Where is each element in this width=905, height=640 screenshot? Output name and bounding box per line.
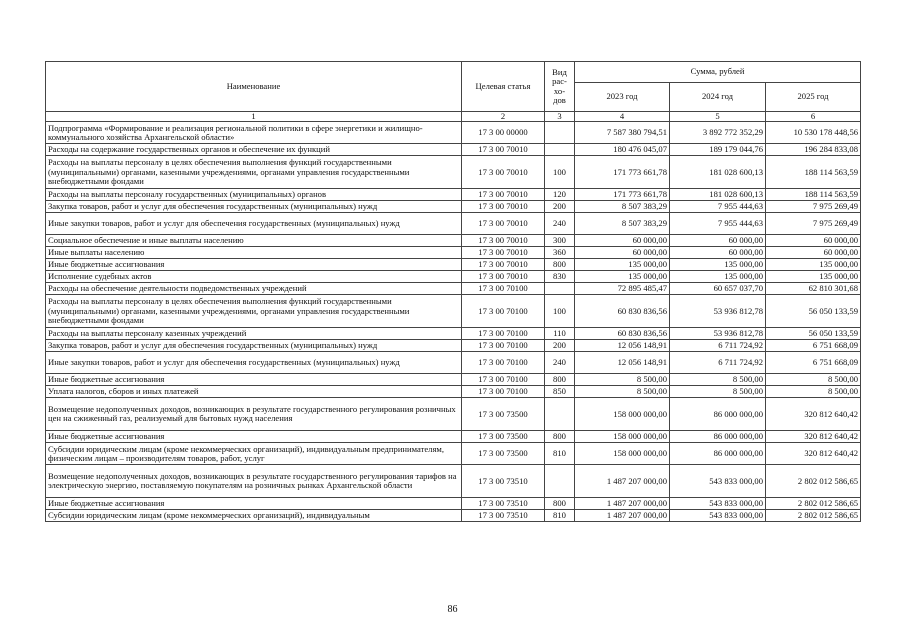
row-sum-2023-cell: 1 487 207 000,00 xyxy=(575,498,670,510)
row-sum-2025-cell: 2 802 012 586,65 xyxy=(766,498,861,510)
table-row xyxy=(46,189,861,201)
row-name-cell: Иные бюджетные ассигнования xyxy=(46,431,462,443)
row-expense-type-cell: 800 xyxy=(545,431,575,443)
row-sum-2024-cell: 8 500,00 xyxy=(670,374,766,386)
row-target-article-cell: 17 3 00 73510 xyxy=(462,498,545,510)
table-row xyxy=(46,340,861,352)
table-row xyxy=(46,431,861,443)
row-sum-2023-cell: 158 000 000,00 xyxy=(575,398,670,431)
row-target-article-cell: 17 3 00 73500 xyxy=(462,398,545,431)
row-sum-2024-cell: 189 179 044,76 xyxy=(670,144,766,156)
column-number: 4 xyxy=(575,112,670,122)
table-row xyxy=(46,510,861,522)
row-sum-2025-cell: 10 530 178 448,56 xyxy=(766,122,861,144)
row-sum-2023-cell: 135 000,00 xyxy=(575,259,670,271)
row-target-article-cell: 17 3 00 70100 xyxy=(462,340,545,352)
row-sum-2024-cell: 53 936 812,78 xyxy=(670,328,766,340)
row-name-cell: Субсидии юридическим лицам (кроме некоммерческих организаций), индивидуальным предпринимателям, физическим лицам – производителям товаров, работ, услуг xyxy=(46,443,462,465)
table-row xyxy=(46,374,861,386)
row-sum-2025-cell: 7 975 269,49 xyxy=(766,201,861,213)
row-target-article-cell: 17 3 00 70100 xyxy=(462,374,545,386)
row-sum-2023-cell: 1 487 207 000,00 xyxy=(575,465,670,498)
row-sum-2025-cell: 56 050 133,59 xyxy=(766,328,861,340)
header-year-2025: 2025 год xyxy=(766,83,861,112)
row-sum-2024-cell: 135 000,00 xyxy=(670,271,766,283)
row-expense-type-cell xyxy=(545,398,575,431)
table-row xyxy=(46,201,861,213)
row-target-article-cell: 17 3 00 70100 xyxy=(462,328,545,340)
row-name-cell: Расходы на содержание государственных органов и обеспечение их функций xyxy=(46,144,462,156)
row-target-article-cell: 17 3 00 70010 xyxy=(462,201,545,213)
row-sum-2024-cell: 53 936 812,78 xyxy=(670,295,766,328)
table-row xyxy=(46,122,861,144)
row-expense-type-cell: 810 xyxy=(545,510,575,522)
header-sum: Сумма, рублей xyxy=(575,62,861,83)
row-sum-2025-cell: 188 114 563,59 xyxy=(766,189,861,201)
row-sum-2024-cell: 543 833 000,00 xyxy=(670,510,766,522)
row-sum-2024-cell: 3 892 772 352,29 xyxy=(670,122,766,144)
row-target-article-cell: 17 3 00 70010 xyxy=(462,144,545,156)
row-sum-2024-cell: 60 000,00 xyxy=(670,235,766,247)
row-sum-2024-cell: 7 955 444,63 xyxy=(670,213,766,235)
row-target-article-cell: 17 3 00 70100 xyxy=(462,283,545,295)
row-name-cell: Иные выплаты населению xyxy=(46,247,462,259)
row-sum-2023-cell: 8 500,00 xyxy=(575,386,670,398)
header-expense-type xyxy=(545,62,575,112)
row-sum-2025-cell: 320 812 640,42 xyxy=(766,398,861,431)
row-sum-2024-cell: 8 500,00 xyxy=(670,386,766,398)
row-target-article-cell: 17 3 00 70010 xyxy=(462,213,545,235)
row-sum-2023-cell: 60 830 836,56 xyxy=(575,295,670,328)
header-year-2024: 2024 год xyxy=(670,83,766,112)
table-row xyxy=(46,144,861,156)
row-sum-2024-cell: 543 833 000,00 xyxy=(670,465,766,498)
row-target-article-cell: 17 3 00 70010 xyxy=(462,271,545,283)
row-sum-2024-cell: 181 028 600,13 xyxy=(670,189,766,201)
table-row xyxy=(46,259,861,271)
row-expense-type-cell: 810 xyxy=(545,443,575,465)
row-name-cell: Возмещение недополученных доходов, возникающих в результате государственного регулирования тарифов на электрическую энергию, поставляемую покупателям на розничных рынках Архангельской области xyxy=(46,465,462,498)
row-sum-2023-cell: 60 000,00 xyxy=(575,247,670,259)
table-row xyxy=(46,398,861,431)
row-sum-2023-cell: 180 476 045,07 xyxy=(575,144,670,156)
header-target-article: Целевая статья xyxy=(462,62,545,112)
row-sum-2024-cell: 543 833 000,00 xyxy=(670,498,766,510)
row-name-cell: Исполнение судебных актов xyxy=(46,271,462,283)
row-name-cell: Социальное обеспечение и иные выплаты населению xyxy=(46,235,462,247)
row-sum-2025-cell: 7 975 269,49 xyxy=(766,213,861,235)
row-expense-type-cell: 830 xyxy=(545,271,575,283)
table-row xyxy=(46,328,861,340)
row-name-cell: Иные закупки товаров, работ и услуг для обеспечения государственных (муниципальных) нужд xyxy=(46,352,462,374)
row-name-cell: Расходы на обеспечение деятельности подведомственных учреждений xyxy=(46,283,462,295)
row-sum-2023-cell: 60 000,00 xyxy=(575,235,670,247)
row-target-article-cell: 17 3 00 70010 xyxy=(462,247,545,259)
table-row xyxy=(46,465,861,498)
table-row xyxy=(46,247,861,259)
row-sum-2025-cell: 2 802 012 586,65 xyxy=(766,510,861,522)
row-name-cell: Расходы на выплаты персоналу государственных (муниципальных) органов xyxy=(46,189,462,201)
column-number: 6 xyxy=(766,112,861,122)
budget-table xyxy=(45,61,861,522)
table-row xyxy=(46,498,861,510)
row-sum-2025-cell: 320 812 640,42 xyxy=(766,443,861,465)
row-expense-type-cell: 200 xyxy=(545,340,575,352)
table-row xyxy=(46,386,861,398)
page-number: 86 xyxy=(447,604,458,615)
row-name-cell: Расходы на выплаты персоналу в целях обеспечения выполнения функций государственными (муниципальными) органами, казенными учреждениями, органами управления государственными внебюджетными фондами xyxy=(46,156,462,189)
row-sum-2025-cell: 60 000,00 xyxy=(766,235,861,247)
row-sum-2024-cell: 6 711 724,92 xyxy=(670,340,766,352)
row-target-article-cell: 17 3 00 73500 xyxy=(462,431,545,443)
table-row xyxy=(46,295,861,328)
row-sum-2023-cell: 12 056 148,91 xyxy=(575,340,670,352)
row-sum-2025-cell: 135 000,00 xyxy=(766,259,861,271)
row-expense-type-cell: 110 xyxy=(545,328,575,340)
row-sum-2025-cell: 6 751 668,09 xyxy=(766,352,861,374)
row-target-article-cell: 17 3 00 00000 xyxy=(462,122,545,144)
row-target-article-cell: 17 3 00 70100 xyxy=(462,386,545,398)
row-expense-type-cell: 360 xyxy=(545,247,575,259)
header-vid-line: Вид xyxy=(552,66,567,77)
header-year-2023: 2023 год xyxy=(575,83,670,112)
table-row xyxy=(46,235,861,247)
row-sum-2024-cell: 135 000,00 xyxy=(670,259,766,271)
row-sum-2023-cell: 7 587 380 794,51 xyxy=(575,122,670,144)
table-row xyxy=(46,283,861,295)
row-expense-type-cell: 800 xyxy=(545,374,575,386)
row-sum-2024-cell: 60 000,00 xyxy=(670,247,766,259)
header-vid-line: рас- xyxy=(552,76,567,87)
row-sum-2025-cell: 320 812 640,42 xyxy=(766,431,861,443)
header-name: Наименование xyxy=(46,62,462,112)
header-vid-line: дов xyxy=(553,94,566,105)
row-sum-2024-cell: 6 711 724,92 xyxy=(670,352,766,374)
row-target-article-cell: 17 3 00 70100 xyxy=(462,295,545,328)
row-expense-type-cell xyxy=(545,122,575,144)
row-sum-2023-cell: 72 895 485,47 xyxy=(575,283,670,295)
row-sum-2023-cell: 171 773 661,78 xyxy=(575,189,670,201)
row-target-article-cell: 17 3 00 73500 xyxy=(462,443,545,465)
row-name-cell: Иные закупки товаров, работ и услуг для обеспечения государственных (муниципальных) нужд xyxy=(46,213,462,235)
row-expense-type-cell: 850 xyxy=(545,386,575,398)
header-vid-line: хо- xyxy=(553,85,566,96)
row-name-cell: Уплата налогов, сборов и иных платежей xyxy=(46,386,462,398)
row-target-article-cell: 17 3 00 70010 xyxy=(462,189,545,201)
row-expense-type-cell: 800 xyxy=(545,259,575,271)
row-sum-2023-cell: 60 830 836,56 xyxy=(575,328,670,340)
row-expense-type-cell xyxy=(545,144,575,156)
column-number-row xyxy=(46,112,861,122)
table-row xyxy=(46,213,861,235)
row-expense-type-cell: 120 xyxy=(545,189,575,201)
row-sum-2024-cell: 86 000 000,00 xyxy=(670,398,766,431)
row-sum-2023-cell: 8 507 383,29 xyxy=(575,213,670,235)
row-expense-type-cell: 200 xyxy=(545,201,575,213)
row-target-article-cell: 17 3 00 73510 xyxy=(462,510,545,522)
row-name-cell: Подпрограмма «Формирование и реализация региональной политики в сфере энергетики и жилищно-коммунального хозяйства Архангельской области» xyxy=(46,122,462,144)
table-row xyxy=(46,352,861,374)
row-expense-type-cell: 100 xyxy=(545,156,575,189)
row-name-cell: Иные бюджетные ассигнования xyxy=(46,498,462,510)
row-sum-2023-cell: 8 500,00 xyxy=(575,374,670,386)
row-name-cell: Возмещение недополученных доходов, возникающих в результате государственного регулирования розничных цен на сжиженный газ, реализуемый для бытовых нужд населения xyxy=(46,398,462,431)
column-number: 1 xyxy=(46,112,462,122)
row-sum-2023-cell: 158 000 000,00 xyxy=(575,443,670,465)
row-name-cell: Закупка товаров, работ и услуг для обеспечения государственных (муниципальных) нужд xyxy=(46,201,462,213)
row-sum-2025-cell: 6 751 668,09 xyxy=(766,340,861,352)
table-row xyxy=(46,271,861,283)
column-number: 2 xyxy=(462,112,545,122)
row-sum-2023-cell: 158 000 000,00 xyxy=(575,431,670,443)
row-sum-2023-cell: 12 056 148,91 xyxy=(575,352,670,374)
table-body xyxy=(46,122,861,522)
row-expense-type-cell: 800 xyxy=(545,498,575,510)
row-name-cell: Субсидии юридическим лицам (кроме некоммерческих организаций), индивидуальным xyxy=(46,510,462,522)
row-expense-type-cell: 240 xyxy=(545,352,575,374)
row-sum-2025-cell: 135 000,00 xyxy=(766,271,861,283)
row-sum-2025-cell: 62 810 301,68 xyxy=(766,283,861,295)
row-sum-2024-cell: 86 000 000,00 xyxy=(670,443,766,465)
row-sum-2024-cell: 60 657 037,70 xyxy=(670,283,766,295)
row-expense-type-cell xyxy=(545,465,575,498)
row-sum-2025-cell: 196 284 833,08 xyxy=(766,144,861,156)
row-expense-type-cell xyxy=(545,283,575,295)
table-header-row xyxy=(46,62,861,83)
row-target-article-cell: 17 3 00 73510 xyxy=(462,465,545,498)
row-target-article-cell: 17 3 00 70010 xyxy=(462,156,545,189)
row-sum-2023-cell: 171 773 661,78 xyxy=(575,156,670,189)
row-target-article-cell: 17 3 00 70010 xyxy=(462,259,545,271)
row-name-cell: Закупка товаров, работ и услуг для обеспечения государственных (муниципальных) нужд xyxy=(46,340,462,352)
row-sum-2025-cell: 188 114 563,59 xyxy=(766,156,861,189)
row-name-cell: Расходы на выплаты персоналу в целях обеспечения выполнения функций государственными (муниципальными) органами, казенными учреждениями, органами управления государственными внебюджетными фондами xyxy=(46,295,462,328)
row-sum-2025-cell: 2 802 012 586,65 xyxy=(766,465,861,498)
column-number: 3 xyxy=(545,112,575,122)
column-number: 5 xyxy=(670,112,766,122)
row-sum-2023-cell: 1 487 207 000,00 xyxy=(575,510,670,522)
table-row xyxy=(46,156,861,189)
row-sum-2024-cell: 86 000 000,00 xyxy=(670,431,766,443)
row-name-cell: Иные бюджетные ассигнования xyxy=(46,259,462,271)
row-target-article-cell: 17 3 00 70010 xyxy=(462,235,545,247)
row-expense-type-cell: 240 xyxy=(545,213,575,235)
row-sum-2025-cell: 56 050 133,59 xyxy=(766,295,861,328)
row-sum-2023-cell: 8 507 383,29 xyxy=(575,201,670,213)
row-expense-type-cell: 300 xyxy=(545,235,575,247)
row-sum-2025-cell: 60 000,00 xyxy=(766,247,861,259)
row-name-cell: Иные бюджетные ассигнования xyxy=(46,374,462,386)
row-target-article-cell: 17 3 00 70100 xyxy=(462,352,545,374)
row-name-cell: Расходы на выплаты персоналу казенных учреждений xyxy=(46,328,462,340)
table-row xyxy=(46,443,861,465)
row-sum-2025-cell: 8 500,00 xyxy=(766,374,861,386)
row-sum-2025-cell: 8 500,00 xyxy=(766,386,861,398)
row-expense-type-cell: 100 xyxy=(545,295,575,328)
row-sum-2023-cell: 135 000,00 xyxy=(575,271,670,283)
row-sum-2024-cell: 181 028 600,13 xyxy=(670,156,766,189)
row-sum-2024-cell: 7 955 444,63 xyxy=(670,201,766,213)
